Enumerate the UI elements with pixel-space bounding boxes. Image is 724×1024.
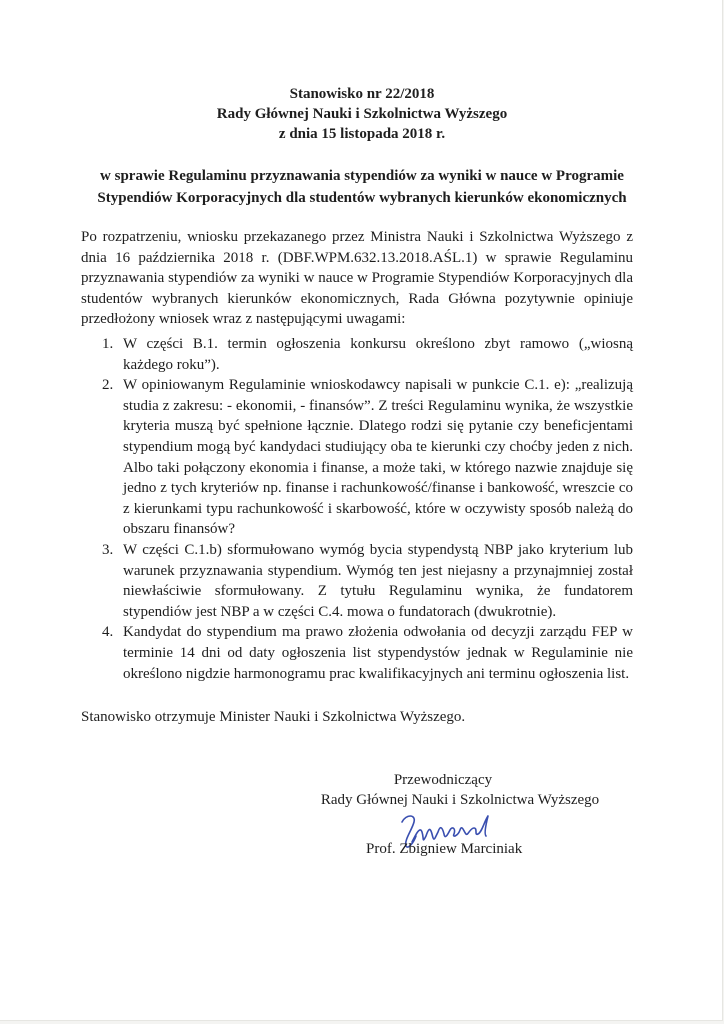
remark-item	[81, 375, 633, 540]
remark-number: 2.	[102, 377, 114, 394]
remark-text: W opiniowanym Regulaminie wnioskodawcy napisali w punkcie C.1. e): „realizują studia z zakresu: - ekonomii, - finansów”. Z treści Regulaminu wynika, że wszystkie kryteria muszą być spełnione łącznie. Dlatego rodzi się pytanie czy beneficjentami stypendium mogą być kandydaci studiujący oba te kierunki czy choćby jeden z nich. Albo taki połączony ekonomia i finanse, a może taki, w którego nazwie znajduje się jedno z tych kryteriów np. finanse i rachunkowość/finanse i bankowość, wreszcie co z kierunkami typu rachunkowość i skarbowość, które w oczywisty sposób należą do obszaru finansów?	[123, 377, 633, 538]
remark-item	[81, 540, 633, 622]
issuing-body: Rady Głównej Nauki i Szkolnictwa Wyższego	[216, 106, 508, 122]
remark-item	[81, 622, 633, 684]
document-number: Stanowisko nr 22/2018	[289, 86, 435, 102]
document-header	[0, 84, 724, 144]
signature-block	[300, 770, 620, 810]
remarks-list	[81, 334, 633, 684]
remark-number: 3.	[102, 541, 114, 558]
remark-text: W części B.1. termin ogłoszenia konkursu określono zbyt ramowo („wiosną każdego roku”).	[123, 336, 633, 373]
signatory-body: Rady Głównej Nauki i Szkolnictwa Wyższego	[320, 792, 600, 808]
document-subject	[60, 165, 664, 209]
remark-number: 4.	[102, 624, 114, 641]
intro-paragraph: Po rozpatrzeniu, wniosku przekazanego przez Ministra Nauki i Szkolnictwa Wyższego z dnia 16 października 2018 r. (DBF.WPM.632.13.2018.AŚL.1) w sprawie Regulaminu przyznawania stypendiów za wyniki w nauce w Programie Stypendiów Korporacyjnych dla studentów wybranych kierunków ekonomicznych, Rada Główna pozytywnie opiniuje przedłożony wniosek wraz z następującymi uwagami:	[81, 229, 633, 327]
remark-number: 1.	[102, 336, 114, 352]
signatory-role: Przewodniczący	[393, 772, 493, 788]
remark-text: W części C.1.b) sformułowano wymóg bycia stypendystą NBP jako kryterium lub warunek przyznawania stypendium. Wymóg ten jest niejasny a przynajmniej został niewłaściwie sformułowany. Z tytułu Regulaminu wynika, że fundatorem stypendiów jest NBP a w części C.4. mowa o fundatorach (dwukrotnie).	[123, 541, 633, 620]
document-date: z dnia 15 listopada 2018 r.	[278, 126, 446, 142]
signatory-name: Prof. Zbigniew Marciniak	[366, 841, 523, 857]
subject-line-2: Stypendiów Korporacyjnych dla studentów wybranych kierunków ekonomicznych	[97, 190, 627, 206]
remark-item	[81, 334, 633, 375]
remark-text: Kandydat do stypendium ma prawo złożenia odwołania od decyzji zarządu FEP w terminie 14 dni od daty ogłoszenia list stypendystów jednak w Regulaminie nie określono nigdzie harmonogramu prac kwalifikacyjnych ani terminu ogłoszenia list.	[123, 624, 633, 682]
closing-statement: Stanowisko otrzymuje Minister Nauki i Szkolnictwa Wyższego.	[81, 709, 466, 725]
subject-line-1: w sprawie Regulaminu przyznawania stypendiów za wyniki w nauce w Programie	[100, 168, 624, 184]
